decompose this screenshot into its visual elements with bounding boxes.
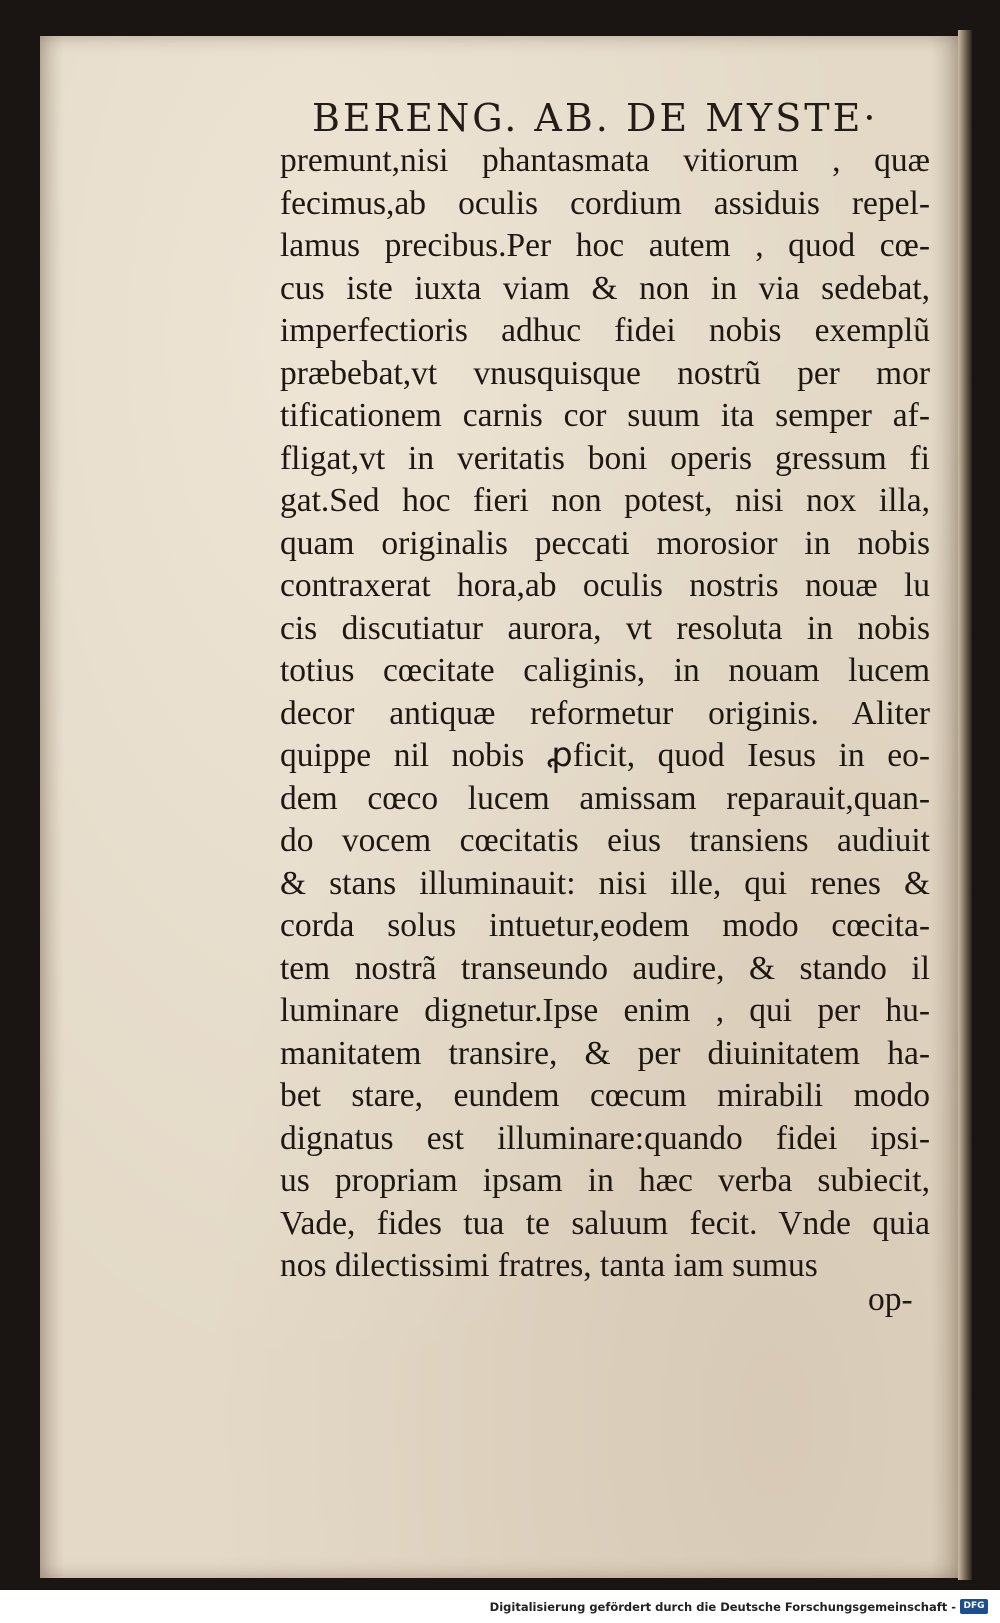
text-line: premunt,nisi phantasmata vitiorum , quæ <box>280 142 930 179</box>
text-line: corda solus intuetur,eodem modo cœcita- <box>280 907 930 944</box>
text-line: fligat,vt in veritatis boni operis gressum fi <box>280 439 930 477</box>
text-line: dem cœco lucem amissam reparauit,quan- <box>280 779 930 817</box>
text-line: fecimus,ab oculis cordium assiduis repel- <box>280 184 930 222</box>
digitization-footer <box>0 1592 1000 1623</box>
text-line: Vade, fides tua te saluum fecit. Vnde quia <box>280 1204 930 1242</box>
text-line: lamus precibus.Per hoc autem , quod cœ- <box>280 227 930 264</box>
dfg-logo-icon: DFG <box>960 1599 988 1614</box>
text-line: gat.Sed hoc fieri non potest, nisi nox illa, <box>280 482 930 519</box>
text-line: cis discutiatur aurora, vt resoluta in nobis <box>280 609 930 647</box>
page-body-text <box>280 140 930 1288</box>
text-line: præbebat,vt vnusquisque nostrũ per mor <box>280 354 930 392</box>
text-line: imperfectioris adhuc fidei nobis exemplũ <box>280 312 930 349</box>
text-line: & stans illuminauit: nisi ille, qui renes & <box>280 864 930 902</box>
book-edge <box>958 30 972 1580</box>
text-line: dignatus est illuminare:quando fidei ipsi- <box>280 1119 930 1157</box>
text-line: bet stare, eundem cœcum mirabili modo <box>280 1077 930 1114</box>
catchword: op- <box>868 1281 913 1318</box>
text-line: quam originalis peccati morosior in nobis <box>280 524 930 562</box>
text-line: decor antiquæ reformetur originis. Aliter <box>280 694 930 732</box>
running-head: BERENG. AB. DE MYSTE· <box>312 96 879 140</box>
text-line: totius cœcitate caliginis, in nouam lucem <box>280 652 930 689</box>
text-line: contraxerat hora,ab oculis nostris nouæ lu <box>280 567 930 604</box>
text-line: tificationem carnis cor suum ita semper af- <box>280 397 930 434</box>
text-line: luminare dignetur.Ipse enim , qui per hu- <box>280 992 930 1029</box>
text-line: cus iste iuxta viam & non in via sedebat, <box>280 269 930 307</box>
text-line: do vocem cœcitatis eius transiens audiuit <box>280 822 930 859</box>
text-line: manitatem transire, & per diuinitatem ha- <box>280 1034 930 1072</box>
text-line: us propriam ipsam in hæc verba subiecit, <box>280 1162 930 1199</box>
funding-credit: Digitalisierung gefördert durch die Deutsche Forschungsgemeinschaft - <box>489 1600 956 1614</box>
text-line: quippe nil nobis ꝓficit, quod Iesus in eo- <box>280 737 930 774</box>
text-line: tem nostrã transeundo audire, & stando il <box>280 949 930 987</box>
text-line: nos dilectissimi fratres, tanta iam sumus <box>280 1247 818 1284</box>
